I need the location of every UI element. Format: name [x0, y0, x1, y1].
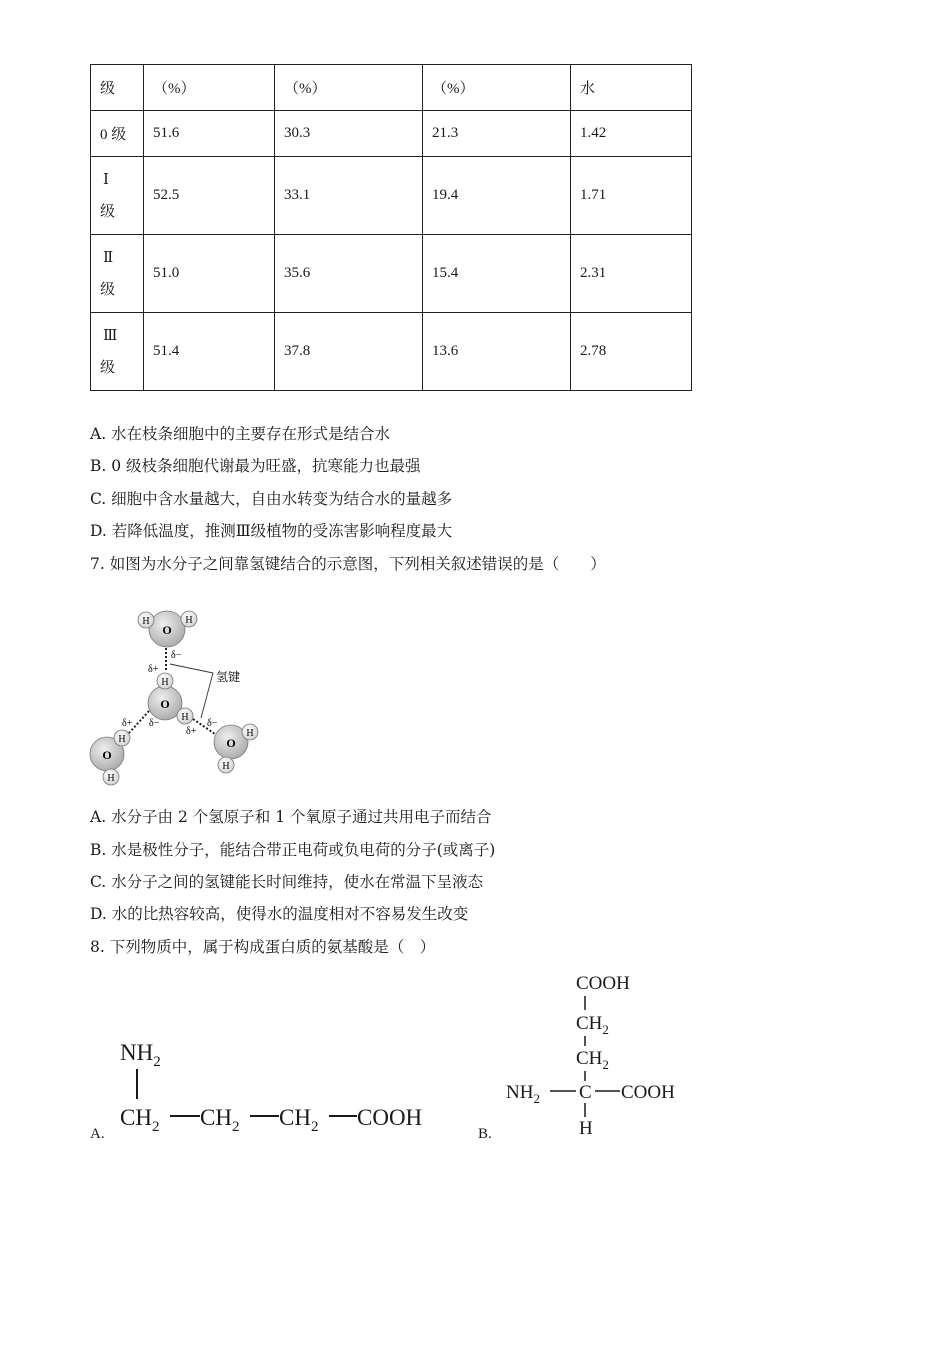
q6-option-d[interactable]: D. 若降低温度，推测Ⅲ级植物的受冻害影响程度最大 [90, 522, 453, 540]
table-cell: 15.4 [423, 235, 571, 313]
grade-cell [91, 157, 144, 235]
atom-label: H [161, 677, 169, 688]
table-cell: 33.1 [275, 157, 423, 235]
q7-option-a[interactable]: A. 水分子由 2 个氢原子和 1 个氧原子通过共用电子而结合 [90, 808, 492, 826]
table-row [91, 111, 692, 157]
table-cell: 51.6 [144, 111, 275, 157]
q7-option-b[interactable]: B. 水是极性分子，能结合带正电荷或负电荷的分子(或离子) [90, 841, 496, 859]
table-cell: 13.6 [423, 313, 571, 391]
methylene-group: $CH_2$ [576, 1048, 609, 1072]
q7-option-c[interactable]: C. 水分子之间的氢键能长时间维持，使水在常温下呈液态 [90, 873, 484, 891]
atom-label: O [226, 736, 236, 750]
grade-cell [91, 235, 144, 313]
atom-label: H [107, 773, 115, 784]
q7-option-d[interactable]: D. 水的比热容较高，使得水的温度相对不容易发生改变 [90, 905, 469, 923]
table-cell: 37.8 [275, 313, 423, 391]
hydrogen-bond-label: 氢键 [216, 670, 241, 684]
atom-label: H [222, 761, 230, 772]
grade-label: 级 [100, 281, 116, 298]
grade-label: 级 [100, 359, 116, 376]
alpha-carbon: C [579, 1082, 592, 1103]
table-cell: 52.5 [144, 157, 275, 235]
methylene-group: $CH_2$ [200, 1105, 240, 1135]
grade-cell [91, 313, 144, 391]
q6-option-c[interactable]: C. 细胞中含水量越大，自由水转变为结合水的量越多 [90, 490, 453, 508]
grade-cell [91, 111, 144, 157]
grade-label: Ⅲ [103, 327, 118, 344]
atom-label: O [160, 697, 170, 711]
table-cell: 35.6 [275, 235, 423, 313]
table-cell: 2.31 [571, 235, 692, 313]
table-row [91, 157, 692, 235]
atom-label: H [142, 616, 150, 627]
atom-label: H [185, 615, 193, 626]
q8-option-a-label[interactable]: A. [90, 1126, 105, 1142]
atom-label: H [181, 712, 189, 723]
partial-charge-label: δ+ [122, 718, 133, 729]
header-cell: （%） [144, 65, 275, 111]
methylene-group: $CH_2$ [120, 1105, 160, 1135]
table-cell: 19.4 [423, 157, 571, 235]
data-table [90, 64, 692, 391]
partial-charge-label: δ− [171, 650, 182, 661]
grade-label: Ⅰ [103, 171, 109, 188]
table-header-row [91, 65, 692, 111]
partial-charge-label: δ+ [186, 726, 197, 737]
water-hydrogen-bond-figure [85, 600, 270, 790]
amino-group: $NH_2$ [120, 1040, 161, 1070]
q8-option-b-label[interactable]: B. [478, 1126, 492, 1142]
table-cell: 2.78 [571, 313, 692, 391]
q7-stem: 7. 如图为水分子之间靠氢键结合的示意图，下列相关叙述错误的是（ ） [90, 555, 606, 573]
q8-option-a-structure[interactable] [112, 1030, 442, 1135]
grade-label: 0 级 [100, 127, 127, 143]
header-cell: （%） [275, 65, 423, 111]
header-cell: （%） [423, 65, 571, 111]
table-cell: 1.42 [571, 111, 692, 157]
atom-label: O [102, 748, 112, 762]
hydrogen-atom: H [579, 1118, 593, 1139]
atom-label: H [118, 734, 126, 745]
table-cell: 1.71 [571, 157, 692, 235]
table-cell: 30.3 [275, 111, 423, 157]
q6-option-b[interactable]: B. 0 级枝条细胞代谢最为旺盛，抗寒能力也最强 [90, 457, 421, 475]
methylene-group: $CH_2$ [576, 1013, 609, 1037]
water-molecule-middle [148, 673, 193, 724]
table-cell: 21.3 [423, 111, 571, 157]
grade-label: 级 [100, 203, 116, 220]
q8-stem: 8. 下列物质中，属于构成蛋白质的氨基酸是（ ） [90, 938, 436, 956]
table-row [91, 313, 692, 391]
carboxyl-group: COOH [357, 1105, 423, 1130]
amino-group: $NH_2$ [506, 1082, 540, 1106]
table-cell: 51.4 [144, 313, 275, 391]
header-cell: 级 [91, 65, 144, 111]
q8-option-b-structure[interactable] [500, 968, 690, 1140]
water-molecule-right [214, 724, 258, 773]
methylene-group: $CH_2$ [279, 1105, 319, 1135]
atom-label: H [246, 728, 254, 739]
water-molecule-top [138, 611, 197, 647]
partial-charge-label: δ− [149, 718, 160, 729]
carboxyl-group: COOH [576, 973, 630, 994]
grade-label: Ⅱ [103, 249, 114, 266]
partial-charge-label: δ− [207, 718, 218, 729]
carboxyl-group: COOH [621, 1082, 675, 1103]
header-cell: 水 [571, 65, 692, 111]
q6-option-a[interactable]: A. 水在枝条细胞中的主要存在形式是结合水 [90, 425, 391, 443]
atom-label: O [162, 623, 172, 637]
partial-charge-label: δ+ [148, 664, 159, 675]
table-cell: 51.0 [144, 235, 275, 313]
water-molecule-left [90, 730, 130, 785]
table-row [91, 235, 692, 313]
